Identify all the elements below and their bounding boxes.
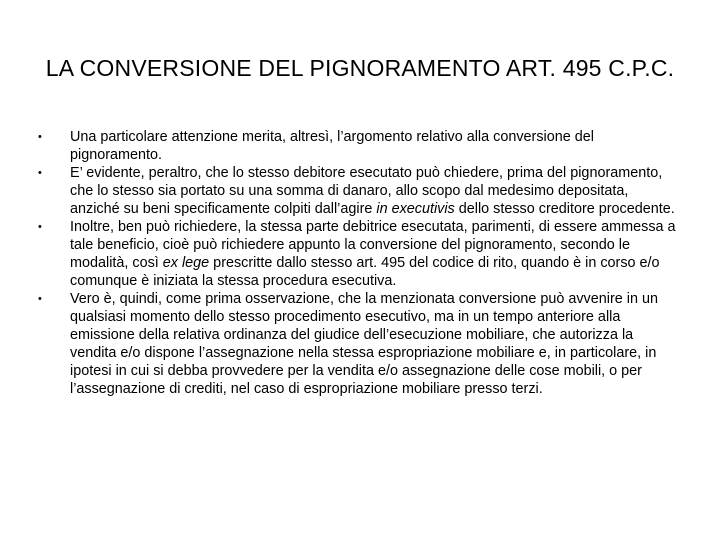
bullet-text: [70, 164, 678, 218]
text-segment: Vero è, quindi, come prima osservazione, che la menzionata conversione può avvenire in un qualsiasi momento dello stesso procedimento esecutivo, ma in un tempo anteriore alla emissione della relativa ordinanza del giudice dell’esecuzione mobiliare, che autorizza la vendita e/o dispone l’assegnazione nella stessa espropriazione mobiliare e, in particolare, in ipotesi in cui si debba provvedere per la vendita e/o assegnazione delle cose mobili, o per l’assegnazione di crediti, nel caso di espropriazione mobiliare presso terzi.: [70, 291, 658, 397]
list-item: [38, 128, 678, 164]
bullet-icon: •: [38, 131, 42, 143]
bullet-icon: •: [38, 293, 42, 305]
text-segment-italic: in executivis: [376, 201, 455, 217]
bullet-icon: •: [38, 221, 42, 233]
list-item: [38, 290, 678, 398]
list-item: [38, 164, 678, 218]
bullet-text: [70, 290, 678, 398]
text-segment: Inoltre, ben può richiedere, la stessa parte debitrice esecutata, parimenti, di essere ammessa a tale beneficio, cioè può richiedere appunto la conversione del pignoramento, secondo le modalità, così: [70, 219, 676, 271]
text-segment: prescritte dallo stesso art. 495 del codice di rito, quando è in corso e/o comunque è iniziata la stessa procedura esecutiva.: [70, 255, 660, 289]
page-title: LA CONVERSIONE DEL PIGNORAMENTO ART. 495 C.P.C.: [45, 55, 675, 81]
text-segment: E’ evidente, peraltro, che lo stesso debitore esecutato può chiedere, prima del pignoramento, che lo stesso sia portato su una somma di danaro, allo scopo dal medesimo depositata, anziché su beni specificamente colpiti dall’agire: [70, 165, 663, 217]
text-segment-italic: ex lege: [162, 255, 210, 271]
bullet-text: [70, 128, 678, 164]
text-segment: dello stesso creditore procedente.: [454, 201, 675, 217]
bullet-text: [70, 218, 678, 290]
bullet-icon: •: [38, 167, 42, 179]
text-segment: Una particolare attenzione merita, altresì, l’argomento relativo alla conversione del pignoramento.: [70, 129, 594, 163]
list-item: [38, 218, 678, 290]
bullet-list: [38, 128, 678, 398]
